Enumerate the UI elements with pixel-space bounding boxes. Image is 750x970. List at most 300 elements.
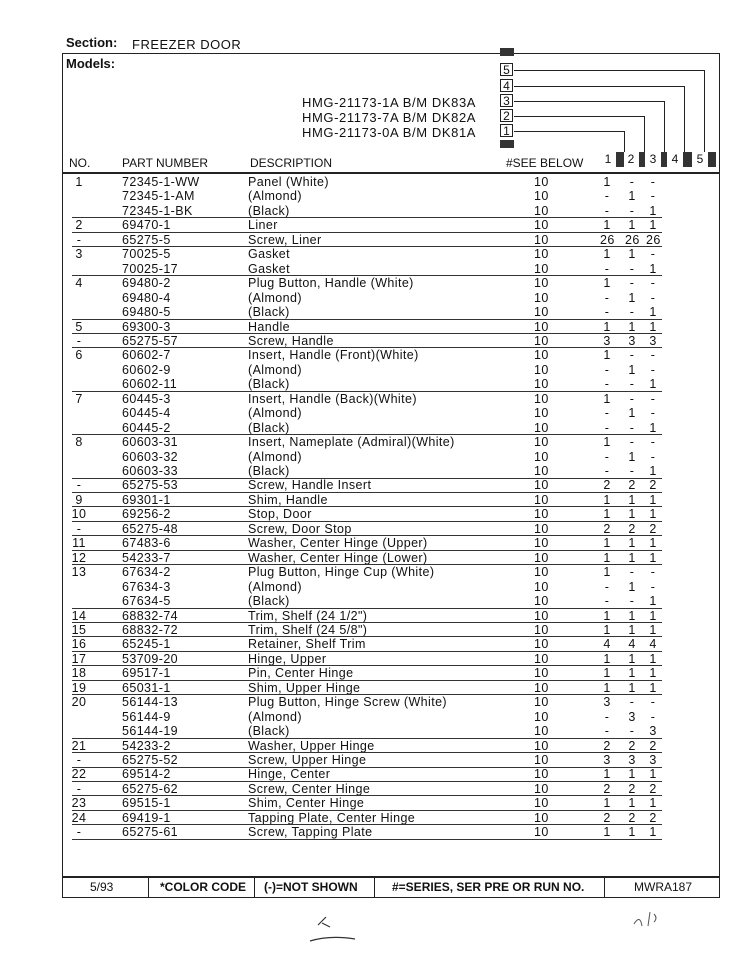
row-series-2-qty: - xyxy=(629,420,635,435)
scan-mark xyxy=(683,152,692,167)
row-series-1-qty: - xyxy=(604,579,610,594)
row-series-1-qty: 2 xyxy=(603,478,611,493)
row-series-3-qty: 2 xyxy=(649,478,657,493)
table-row xyxy=(62,609,720,624)
row-series-2-qty: - xyxy=(629,565,635,580)
row-description: Shim, Center Hinge xyxy=(248,796,365,811)
row-series-1-qty: 1 xyxy=(603,319,611,334)
row-description: (Black) xyxy=(248,594,290,609)
row-series-3-qty: 1 xyxy=(649,464,657,478)
row-description: Shim, Handle xyxy=(248,492,328,507)
table-row xyxy=(62,536,720,551)
row-see-below: 10 xyxy=(534,203,549,218)
series-box: 1 xyxy=(500,124,513,137)
row-no: - xyxy=(76,753,82,767)
bracket-line xyxy=(644,116,645,152)
row-series-3-qty: 1 xyxy=(649,261,657,276)
row-see-below: 10 xyxy=(534,478,549,493)
row-series-1-qty: 1 xyxy=(603,651,611,666)
series-box: 5 xyxy=(500,63,513,76)
row-series-2-qty: 1 xyxy=(628,536,636,551)
row-series-1-qty: - xyxy=(604,724,610,739)
row-see-below: 10 xyxy=(534,579,549,594)
row-no: 9 xyxy=(75,492,83,507)
row-see-below: 10 xyxy=(534,622,549,637)
row-description: Handle xyxy=(248,319,291,334)
row-series-2-qty: - xyxy=(629,391,635,406)
table-row xyxy=(62,739,720,754)
row-series-3-qty: - xyxy=(650,247,656,262)
row-series-3-qty: 1 xyxy=(649,319,657,334)
model-line: HMG-21173-1A B/M DK83A xyxy=(302,95,477,110)
row-description: (Almond) xyxy=(248,579,302,594)
row-description: (Black) xyxy=(248,377,290,392)
row-series-1-qty: - xyxy=(604,709,610,724)
row-no: 2 xyxy=(75,218,83,233)
row-series-2-qty: 4 xyxy=(628,637,636,652)
row-part-number: 65275-52 xyxy=(122,753,179,767)
row-description: Plug Button, Handle (White) xyxy=(248,276,414,291)
row-series-2-qty: 1 xyxy=(628,492,636,507)
row-see-below: 10 xyxy=(534,261,549,276)
row-part-number: 60602-9 xyxy=(122,362,171,377)
footer-divider xyxy=(604,876,605,898)
row-no: 18 xyxy=(71,666,87,681)
row-no: 15 xyxy=(71,622,87,637)
row-no: - xyxy=(76,232,82,247)
row-see-below: 10 xyxy=(534,391,549,406)
row-series-1-qty: 1 xyxy=(603,218,611,233)
table-row xyxy=(62,377,720,392)
row-series-2-qty: 1 xyxy=(628,767,636,782)
row-description: Retainer, Shelf Trim xyxy=(248,637,366,652)
footer-not-shown: (-)=NOT SHOWN xyxy=(264,880,358,894)
table-row xyxy=(62,320,720,335)
row-see-below: 10 xyxy=(534,753,549,767)
row-part-number: 60445-2 xyxy=(122,420,171,435)
footer-doc-id: MWRA187 xyxy=(634,880,693,894)
row-see-below: 10 xyxy=(534,348,549,363)
series-box: 2 xyxy=(500,109,513,122)
row-series-3-qty: 1 xyxy=(649,594,657,609)
row-series-2-qty: - xyxy=(629,464,635,478)
row-part-number: 69470-1 xyxy=(122,218,171,233)
row-series-2-qty: - xyxy=(629,435,635,450)
row-see-below: 10 xyxy=(534,232,549,247)
row-series-3-qty: - xyxy=(650,189,656,204)
row-description: Plug Button, Hinge Screw (White) xyxy=(248,695,447,710)
table-row xyxy=(62,478,720,493)
row-no: 1 xyxy=(75,175,83,189)
row-see-below: 10 xyxy=(534,276,549,291)
row-series-2-qty: 1 xyxy=(628,362,636,377)
row-series-1-qty: 1 xyxy=(603,435,611,450)
row-see-below: 10 xyxy=(534,218,549,233)
row-series-3-qty: 1 xyxy=(649,507,657,522)
row-no: 24 xyxy=(71,810,87,825)
row-series-2-qty: 1 xyxy=(628,680,636,695)
row-series-3-qty: 3 xyxy=(649,333,657,348)
table-row xyxy=(62,695,720,710)
bracket-line xyxy=(624,131,625,152)
row-part-number: 65031-1 xyxy=(122,680,171,695)
row-see-below: 10 xyxy=(534,492,549,507)
row-series-3-qty: - xyxy=(650,391,656,406)
table-row xyxy=(62,363,720,378)
table-row xyxy=(62,262,720,277)
row-see-below: 10 xyxy=(534,449,549,464)
row-see-below: 10 xyxy=(534,319,549,334)
row-series-3-qty: 1 xyxy=(649,218,657,233)
row-series-3-qty: - xyxy=(650,362,656,377)
row-series-1-qty: - xyxy=(604,406,610,421)
row-no: 14 xyxy=(71,608,87,623)
row-series-3-qty: - xyxy=(650,579,656,594)
table-row xyxy=(62,392,720,407)
table-row xyxy=(62,450,720,465)
row-series-1-qty: 1 xyxy=(603,796,611,811)
row-series-3-qty: - xyxy=(650,348,656,363)
row-series-1-qty: - xyxy=(604,449,610,464)
scan-mark xyxy=(639,152,645,167)
scan-mark xyxy=(500,140,514,148)
col-see-header: #SEE BELOW xyxy=(506,156,584,170)
row-part-number: 67634-5 xyxy=(122,594,171,609)
model-line: HMG-21173-7A B/M DK82A xyxy=(302,110,477,125)
row-description: Stop, Door xyxy=(248,507,312,522)
table-row xyxy=(62,204,720,219)
row-series-2-qty: 1 xyxy=(628,247,636,262)
row-series-1-qty: - xyxy=(604,189,610,204)
row-series-2-qty: 1 xyxy=(628,406,636,421)
row-series-2-qty: 2 xyxy=(628,781,636,796)
bracket-line xyxy=(704,70,705,152)
row-series-2-qty: - xyxy=(629,348,635,363)
row-series-3-qty: - xyxy=(650,290,656,305)
row-series-2-qty: - xyxy=(629,377,635,392)
row-series-2-qty: 2 xyxy=(628,478,636,493)
row-see-below: 10 xyxy=(534,189,549,204)
table-row xyxy=(62,551,720,566)
scan-mark xyxy=(661,152,667,167)
row-series-1-qty: - xyxy=(604,261,610,276)
row-description: Panel (White) xyxy=(248,175,329,189)
row-series-3-qty: 1 xyxy=(649,492,657,507)
row-series-2-qty: - xyxy=(629,305,635,320)
row-series-2-qty: 2 xyxy=(628,738,636,753)
table-row xyxy=(62,507,720,522)
row-description: Insert, Handle (Back)(White) xyxy=(248,391,417,406)
row-see-below: 10 xyxy=(534,290,549,305)
row-series-3-qty: 1 xyxy=(649,622,657,637)
row-series-1-qty: 1 xyxy=(603,391,611,406)
series-header: 1 xyxy=(604,152,612,166)
row-series-1-qty: 1 xyxy=(603,348,611,363)
row-description: Washer, Upper Hinge xyxy=(248,738,375,753)
row-see-below: 10 xyxy=(534,796,549,811)
row-series-2-qty: 1 xyxy=(628,550,636,565)
table-row xyxy=(62,233,720,248)
table-row xyxy=(62,175,720,190)
row-series-3-qty: 2 xyxy=(649,810,657,825)
row-part-number: 60603-31 xyxy=(122,435,179,450)
row-no: 13 xyxy=(71,565,87,580)
table-row xyxy=(62,623,720,638)
row-description: Gasket xyxy=(248,247,290,262)
row-description: Screw, Tapping Plate xyxy=(248,825,373,840)
row-series-3-qty: - xyxy=(650,435,656,450)
footer-divider xyxy=(374,876,375,898)
series-header: 3 xyxy=(649,152,657,166)
row-description: (Black) xyxy=(248,305,290,320)
row-no: 22 xyxy=(71,767,87,782)
row-see-below: 10 xyxy=(534,666,549,681)
row-part-number: 60603-33 xyxy=(122,464,179,478)
row-no: 5 xyxy=(75,319,83,334)
row-series-3-qty: 1 xyxy=(649,796,657,811)
row-description: Washer, Center Hinge (Lower) xyxy=(248,550,428,565)
footer-series-note: #=SERIES, SER PRE OR RUN NO. xyxy=(392,880,585,894)
row-part-number: 56144-19 xyxy=(122,724,179,739)
row-series-2-qty: 1 xyxy=(628,319,636,334)
row-part-number: 53709-20 xyxy=(122,651,179,666)
row-part-number: 65245-1 xyxy=(122,637,171,652)
row-part-number: 56144-13 xyxy=(122,695,179,710)
scan-mark xyxy=(708,152,716,167)
row-no: 4 xyxy=(75,276,83,291)
row-part-number: 72345-1-WW xyxy=(122,175,200,189)
row-description: Hinge, Upper xyxy=(248,651,327,666)
row-no: - xyxy=(76,521,82,536)
row-series-2-qty: 1 xyxy=(628,507,636,522)
series-box: 4 xyxy=(500,79,513,92)
row-description: Pin, Center Hinge xyxy=(248,666,354,681)
row-series-1-qty: 1 xyxy=(603,825,611,840)
row-see-below: 10 xyxy=(534,594,549,609)
row-series-2-qty: - xyxy=(629,276,635,291)
row-series-2-qty: 1 xyxy=(628,290,636,305)
bracket-line xyxy=(514,101,664,102)
models-label: Models: xyxy=(66,56,116,71)
row-description: (Almond) xyxy=(248,290,302,305)
row-series-3-qty: 3 xyxy=(649,724,657,739)
scan-mark xyxy=(616,152,624,167)
row-series-1-qty: - xyxy=(604,377,610,392)
row-description: (Black) xyxy=(248,420,290,435)
row-series-3-qty: 1 xyxy=(649,767,657,782)
table-row xyxy=(62,421,720,436)
row-series-1-qty: 3 xyxy=(603,753,611,767)
row-see-below: 10 xyxy=(534,362,549,377)
row-description: Hinge, Center xyxy=(248,767,331,782)
row-description: Screw, Handle xyxy=(248,333,334,348)
row-part-number: 54233-7 xyxy=(122,550,171,565)
row-part-number: 69301-1 xyxy=(122,492,171,507)
row-description: (Almond) xyxy=(248,362,302,377)
table-row xyxy=(62,218,720,233)
row-see-below: 10 xyxy=(534,810,549,825)
row-see-below: 10 xyxy=(534,406,549,421)
row-part-number: 60602-11 xyxy=(122,377,178,392)
model-line: HMG-21173-0A B/M DK81A xyxy=(302,125,477,140)
bracket-line xyxy=(684,86,685,152)
section-value: FREEZER DOOR xyxy=(132,37,242,52)
row-part-number: 67634-2 xyxy=(122,565,171,580)
row-description: Gasket xyxy=(248,261,290,276)
row-part-number: 69480-4 xyxy=(122,290,171,305)
row-series-1-qty: - xyxy=(604,594,610,609)
row-series-3-qty: 1 xyxy=(649,377,657,392)
bracket-line xyxy=(514,116,644,117)
row-see-below: 10 xyxy=(534,608,549,623)
row-part-number: 68832-74 xyxy=(122,608,179,623)
row-series-3-qty: 1 xyxy=(649,651,657,666)
row-no: 6 xyxy=(75,348,83,363)
row-part-number: 60602-7 xyxy=(122,348,171,363)
row-no: 17 xyxy=(71,651,87,666)
row-see-below: 10 xyxy=(534,651,549,666)
table-row xyxy=(62,681,720,696)
table-row xyxy=(62,334,720,349)
row-part-number: 68832-72 xyxy=(122,622,179,637)
row-part-number: 69517-1 xyxy=(122,666,171,681)
row-see-below: 10 xyxy=(534,247,549,262)
row-series-2-qty: 26 xyxy=(625,232,640,247)
row-series-3-qty: 1 xyxy=(649,305,657,320)
row-part-number: 60445-4 xyxy=(122,406,171,421)
section-label: Section: xyxy=(66,35,118,50)
row-series-1-qty: 1 xyxy=(603,767,611,782)
row-no: - xyxy=(76,781,82,796)
row-series-2-qty: 3 xyxy=(628,333,636,348)
row-part-number: 65275-53 xyxy=(122,478,179,493)
row-no: - xyxy=(76,825,82,840)
row-description: Screw, Door Stop xyxy=(248,521,352,536)
row-part-number: 69300-3 xyxy=(122,319,171,334)
row-series-3-qty: 1 xyxy=(649,420,657,435)
table-row xyxy=(62,796,720,811)
row-part-number: 69480-2 xyxy=(122,276,171,291)
row-see-below: 10 xyxy=(534,825,549,840)
row-description: Washer, Center Hinge (Upper) xyxy=(248,536,428,551)
bracket-line xyxy=(514,70,704,71)
row-series-1-qty: 2 xyxy=(603,738,611,753)
row-no: 10 xyxy=(71,507,87,522)
row-part-number: 65275-62 xyxy=(122,781,179,796)
row-series-1-qty: - xyxy=(604,290,610,305)
table-row xyxy=(62,565,720,580)
row-part-number: 70025-17 xyxy=(122,261,179,276)
series-header: 2 xyxy=(627,152,635,166)
row-part-number: 65275-57 xyxy=(122,333,179,348)
row-see-below: 10 xyxy=(534,305,549,320)
table-row xyxy=(62,782,720,797)
row-series-3-qty: 1 xyxy=(649,608,657,623)
col-part-header: PART NUMBER xyxy=(122,156,209,170)
row-description: Trim, Shelf (24 5/8") xyxy=(248,622,368,637)
row-see-below: 10 xyxy=(534,565,549,580)
row-series-2-qty: 1 xyxy=(628,579,636,594)
row-series-2-qty: - xyxy=(629,175,635,189)
bracket-line xyxy=(664,101,665,152)
row-series-1-qty: - xyxy=(604,203,610,218)
row-series-2-qty: - xyxy=(629,724,635,739)
row-series-2-qty: 3 xyxy=(628,753,636,767)
row-part-number: 72345-1-AM xyxy=(122,189,195,204)
row-series-1-qty: - xyxy=(604,464,610,478)
table-row xyxy=(62,435,720,450)
row-series-3-qty: 26 xyxy=(646,232,661,247)
row-series-2-qty: 1 xyxy=(628,218,636,233)
row-series-1-qty: 1 xyxy=(603,492,611,507)
table-row xyxy=(62,637,720,652)
row-series-2-qty: - xyxy=(629,695,635,710)
row-part-number: 67634-3 xyxy=(122,579,171,594)
row-series-3-qty: 1 xyxy=(649,536,657,551)
row-part-number: 65275-5 xyxy=(122,232,171,247)
footer-date: 5/93 xyxy=(90,880,114,894)
row-series-3-qty: - xyxy=(650,276,656,291)
row-series-1-qty: 3 xyxy=(603,333,611,348)
row-series-3-qty: 1 xyxy=(649,680,657,695)
row-series-1-qty: 1 xyxy=(603,276,611,291)
row-series-1-qty: 1 xyxy=(603,622,611,637)
row-series-2-qty: - xyxy=(629,261,635,276)
footer-divider xyxy=(148,876,149,898)
series-box: 3 xyxy=(500,94,513,107)
series-header: 4 xyxy=(671,152,679,166)
table-row xyxy=(62,247,720,262)
row-no: - xyxy=(76,478,82,493)
row-series-3-qty: 1 xyxy=(649,550,657,565)
row-no: - xyxy=(76,333,82,348)
handwritten-mark xyxy=(300,905,370,950)
row-see-below: 10 xyxy=(534,738,549,753)
series-header: 5 xyxy=(696,152,704,166)
row-series-3-qty: - xyxy=(650,709,656,724)
row-see-below: 10 xyxy=(534,767,549,782)
row-see-below: 10 xyxy=(534,420,549,435)
table-row xyxy=(62,753,720,768)
row-series-2-qty: - xyxy=(629,203,635,218)
row-see-below: 10 xyxy=(534,724,549,739)
row-no: 21 xyxy=(71,738,87,753)
row-series-1-qty: 1 xyxy=(603,175,611,189)
row-see-below: 10 xyxy=(534,536,549,551)
row-series-1-qty: - xyxy=(604,305,610,320)
col-desc-header: DESCRIPTION xyxy=(250,156,333,170)
row-description: Liner xyxy=(248,218,278,233)
row-description: Screw, Center Hinge xyxy=(248,781,371,796)
row-no: 20 xyxy=(71,695,87,710)
row-see-below: 10 xyxy=(534,695,549,710)
row-part-number: 65275-48 xyxy=(122,521,179,536)
row-see-below: 10 xyxy=(534,377,549,392)
row-series-1-qty: - xyxy=(604,420,610,435)
row-series-3-qty: 3 xyxy=(649,753,657,767)
row-description: Shim, Upper Hinge xyxy=(248,680,361,695)
row-series-1-qty: 1 xyxy=(603,608,611,623)
row-part-number: 70025-5 xyxy=(122,247,171,262)
row-series-3-qty: - xyxy=(650,175,656,189)
table-row xyxy=(62,493,720,508)
row-description: (Almond) xyxy=(248,449,302,464)
row-series-1-qty: 2 xyxy=(603,810,611,825)
row-series-1-qty: 2 xyxy=(603,781,611,796)
footer-rule xyxy=(62,876,720,878)
table-row xyxy=(62,464,720,479)
row-series-3-qty: 2 xyxy=(649,521,657,536)
